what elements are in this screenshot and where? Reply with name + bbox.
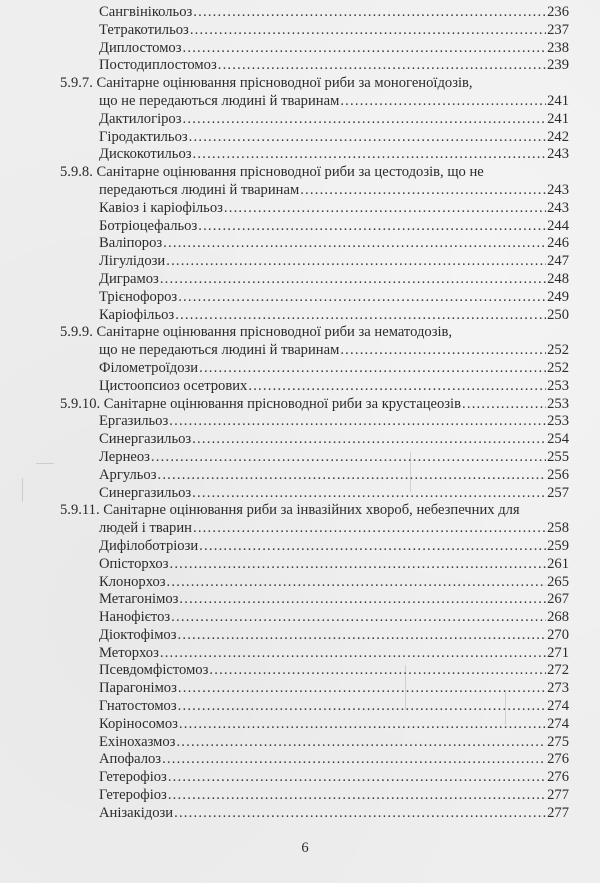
dot-leader [340,93,546,111]
entry-title: Анізакідози [99,804,174,821]
section-title-line1: Санітарне оцінювання прісноводної риби за моногеноїдозів, [96,75,473,92]
entry-title: Парагонімоз [99,680,177,697]
entry-title: передаються людині й тваринам [99,181,300,198]
entry-page-number: 249 [547,288,569,305]
entry-title: Постодиплостомоз [99,57,217,74]
entry-page-number: 237 [547,21,569,38]
toc-entry [0,787,600,805]
toc-link[interactable] [99,22,569,40]
entry-page-number: 236 [547,4,569,20]
entry-page-number: 243 [547,181,569,198]
dot-leader [248,378,546,396]
entry-title: Нанофієтоз [99,609,171,626]
entry-title: Тетракотильоз [99,21,189,38]
toc-link[interactable] [99,591,569,609]
toc-link[interactable] [99,378,569,396]
entry-title: Лігулідози [99,253,166,270]
dot-leader [189,129,546,147]
entry-page-number: 267 [547,591,569,608]
toc-link[interactable] [99,556,569,574]
toc-link[interactable] [99,787,569,805]
entry-page-number: 253 [547,413,569,430]
toc-link[interactable] [99,716,569,734]
section-number: 5.9.11. [60,502,100,519]
dot-leader [162,751,546,769]
entry-page-number: 242 [547,128,569,145]
entry-title: Сангвінікольоз [99,4,193,20]
page-number: 6 [301,840,309,856]
table-of-contents [0,4,600,823]
dot-leader [160,645,546,663]
toc-entry [0,111,600,129]
dot-leader [462,396,546,414]
toc-entry [0,129,600,147]
section-number: 5.9.8. [60,164,93,181]
section-title[interactable] [60,164,484,182]
dot-leader [198,218,546,236]
dot-leader [169,556,546,574]
section-number: 5.9.7. [60,75,93,92]
entry-page-number: 248 [547,270,569,287]
entry-page-number: 274 [547,715,569,732]
toc-entry [0,698,600,716]
dot-leader [174,805,546,823]
toc-section-continuation [0,342,600,360]
entry-title: Цистоопсиоз осетрових [99,377,248,394]
dot-leader [193,146,547,164]
toc-link[interactable] [99,769,569,787]
toc-entry [0,485,600,503]
toc-link[interactable] [99,467,569,485]
section-title-line1: Санітарне оцінювання прісноводної риби за цестодозів, що не [96,164,484,181]
toc-section-link[interactable] [99,93,569,111]
entry-page-number: 258 [547,520,569,537]
dot-leader [168,769,546,787]
entry-page-number: 244 [547,217,569,234]
dot-leader [157,467,546,485]
entry-page-number: 239 [547,57,569,74]
toc-entry [0,751,600,769]
toc-entry [0,146,600,164]
dot-leader [160,271,546,289]
toc-entry [0,289,600,307]
toc-entry [0,662,600,680]
toc-section-heading [0,502,600,520]
entry-page-number: 252 [547,359,569,376]
toc-entry [0,57,600,75]
toc-section-heading [0,324,600,342]
toc-link[interactable] [99,662,569,680]
toc-link[interactable] [99,40,569,58]
toc-link[interactable] [99,4,569,22]
entry-page-number: 254 [547,431,569,448]
toc-entry [0,556,600,574]
toc-link[interactable] [99,485,569,503]
section-title[interactable] [60,75,473,93]
entry-page-number: 246 [547,235,569,252]
dot-leader [176,734,546,752]
dot-leader [178,289,546,307]
entry-title: Санітарне оцінювання прісноводної риби за крустацеозів [103,395,461,412]
dot-leader [218,57,546,75]
entry-title: Диграмоз [99,270,159,287]
toc-entry [0,218,600,236]
section-number: 5.9.9. [60,324,93,341]
entry-title: Валіпороз [99,235,163,252]
entry-title: Псевдомфістомоз [99,662,209,679]
dot-leader [183,40,547,58]
entry-page-number: 253 [547,377,569,394]
toc-link[interactable] [99,449,569,467]
entry-title: Діоктофімоз [99,626,177,643]
entry-title: Синергазильоз [99,431,192,448]
entry-page-number: 257 [547,484,569,501]
toc-link[interactable] [99,627,569,645]
toc-section-heading [0,164,600,182]
entry-title: Метагонімоз [99,591,179,608]
entry-page-number: 252 [547,342,569,359]
entry-page-number: 276 [547,751,569,768]
entry-page-number: 247 [547,253,569,270]
toc-link[interactable] [99,235,569,253]
entry-title: Аргульоз [99,466,157,483]
toc-link[interactable] [99,645,569,663]
toc-entry [0,627,600,645]
section-title[interactable] [60,324,452,342]
entry-page-number: 277 [547,804,569,821]
entry-page-number: 275 [547,733,569,750]
entry-title: що не передаються людині й тваринам [99,92,340,109]
entry-title: Гетерофіоз [99,769,167,786]
toc-entry [0,22,600,40]
toc-section-link[interactable] [99,182,569,200]
dot-leader [171,609,546,627]
entry-page-number: 241 [547,92,569,109]
dot-leader [193,4,546,22]
dot-leader [179,716,546,734]
entry-page-number: 253 [547,395,569,412]
toc-entry [0,40,600,58]
toc-link[interactable] [99,218,569,236]
toc-section-continuation [0,182,600,200]
toc-link[interactable] [99,111,569,129]
dot-leader [178,698,546,716]
toc-section-link[interactable] [60,396,569,414]
toc-section-continuation [0,520,600,538]
toc-link[interactable] [99,413,569,431]
toc-entry [0,449,600,467]
toc-link[interactable] [99,805,569,823]
entry-page-number: 238 [547,39,569,56]
entry-page-number: 256 [547,466,569,483]
dot-leader [169,413,546,431]
dot-leader [175,307,546,325]
toc-link[interactable] [99,57,569,75]
dot-leader [183,111,547,129]
toc-link[interactable] [99,609,569,627]
entry-page-number: 243 [547,146,569,163]
entry-title: Гіродактильоз [99,128,188,145]
toc-entry [0,680,600,698]
entry-page-number: 250 [547,306,569,323]
toc-entry [0,591,600,609]
toc-link[interactable] [99,574,569,592]
toc-link[interactable] [99,271,569,289]
toc-entry [0,645,600,663]
toc-entry [0,805,600,823]
dot-leader [340,342,546,360]
dot-leader [190,22,546,40]
entry-title: Філометроїдози [99,359,199,376]
toc-entry [0,609,600,627]
entry-title: людей і тварин [99,520,192,537]
toc-link[interactable] [99,538,569,556]
entry-page-number: 274 [547,698,569,715]
dot-leader [209,662,546,680]
toc-section-link[interactable] [99,520,569,538]
entry-title: що не передаються людині й тваринам [99,342,340,359]
entry-title: Ергазильоз [99,413,169,430]
entry-page-number: 255 [547,448,569,465]
dot-leader [178,627,547,645]
toc-link[interactable] [99,698,569,716]
toc-link[interactable] [99,200,569,218]
entry-title: Синергазильоз [99,484,192,501]
toc-link[interactable] [99,307,569,325]
toc-entry [0,378,600,396]
toc-entry [0,734,600,752]
toc-link[interactable] [99,289,569,307]
entry-page-number: 261 [547,555,569,572]
entry-page-number: 270 [547,626,569,643]
toc-link[interactable] [99,680,569,698]
entry-title: Кавіоз і каріофільоз [99,199,223,216]
toc-entry [0,538,600,556]
toc-entry [0,413,600,431]
entry-title: Клонорхоз [99,573,166,590]
toc-entry [0,307,600,325]
toc-entry [0,271,600,289]
toc-link[interactable] [99,129,569,147]
entry-title: Апофалоз [99,751,162,768]
toc-entry [0,235,600,253]
dot-leader [199,360,546,378]
entry-page-number: 277 [547,787,569,804]
entry-title: Гнатостомоз [99,698,177,715]
entry-title: Дифілоботріози [99,537,199,554]
dot-leader [193,520,546,538]
toc-entry [0,253,600,271]
entry-title: Дискокотильоз [99,146,192,163]
toc-entry [0,431,600,449]
entry-title: Ботріоцефальоз [99,217,198,234]
entry-title: Лернеоз [99,448,150,465]
entry-page-number: 243 [547,199,569,216]
entry-title: Каріофільоз [99,306,175,323]
entry-title: Диплостомоз [99,39,182,56]
toc-link[interactable] [99,734,569,752]
dot-leader [300,182,546,200]
toc-link[interactable] [99,431,569,449]
entry-title: Гетерофіоз [99,787,167,804]
entry-title: Коріносомоз [99,715,178,732]
dot-leader [179,591,546,609]
entry-title: Трієнофороз [99,288,178,305]
toc-entry [0,716,600,734]
toc-section-continuation [0,93,600,111]
dot-leader [151,449,546,467]
dot-leader [167,574,547,592]
entry-page-number: 276 [547,769,569,786]
toc-section-link[interactable] [99,342,569,360]
entry-page-number: 272 [547,662,569,679]
toc-link[interactable] [99,360,569,378]
dot-leader [199,538,546,556]
entry-title: Ехінохазмоз [99,733,176,750]
entry-title: Дактилогіроз [99,110,182,127]
dot-leader [166,253,546,271]
dot-leader [178,680,546,698]
toc-link[interactable] [99,146,569,164]
toc-section-heading [0,75,600,93]
section-title-line1: Санітарне оцінювання прісноводної риби за нематодозів, [96,324,453,341]
toc-entry [0,360,600,378]
toc-section-heading [0,396,600,414]
dot-leader [192,431,546,449]
toc-link[interactable] [99,253,569,271]
entry-page-number: 241 [547,110,569,127]
dot-leader [168,787,546,805]
section-title-line1: Санітарне оцінювання риби за інвазійних хвороб, небезпечних для [103,502,520,519]
entry-page-number: 271 [547,644,569,661]
toc-entry [0,200,600,218]
dot-leader [192,485,546,503]
toc-entry [0,769,600,787]
entry-page-number: 265 [547,573,569,590]
toc-link[interactable] [99,751,569,769]
dot-leader [163,235,546,253]
toc-entry [0,467,600,485]
entry-title: Опісторхоз [99,555,169,572]
toc-entry [0,4,600,22]
entry-page-number: 259 [547,537,569,554]
entry-page-number: 273 [547,680,569,697]
entry-title: Меторхоз [99,644,159,661]
toc-entry [0,574,600,592]
dot-leader [224,200,546,218]
section-number: 5.9.10. [60,395,101,412]
section-title[interactable] [60,502,520,520]
entry-page-number: 268 [547,609,569,626]
